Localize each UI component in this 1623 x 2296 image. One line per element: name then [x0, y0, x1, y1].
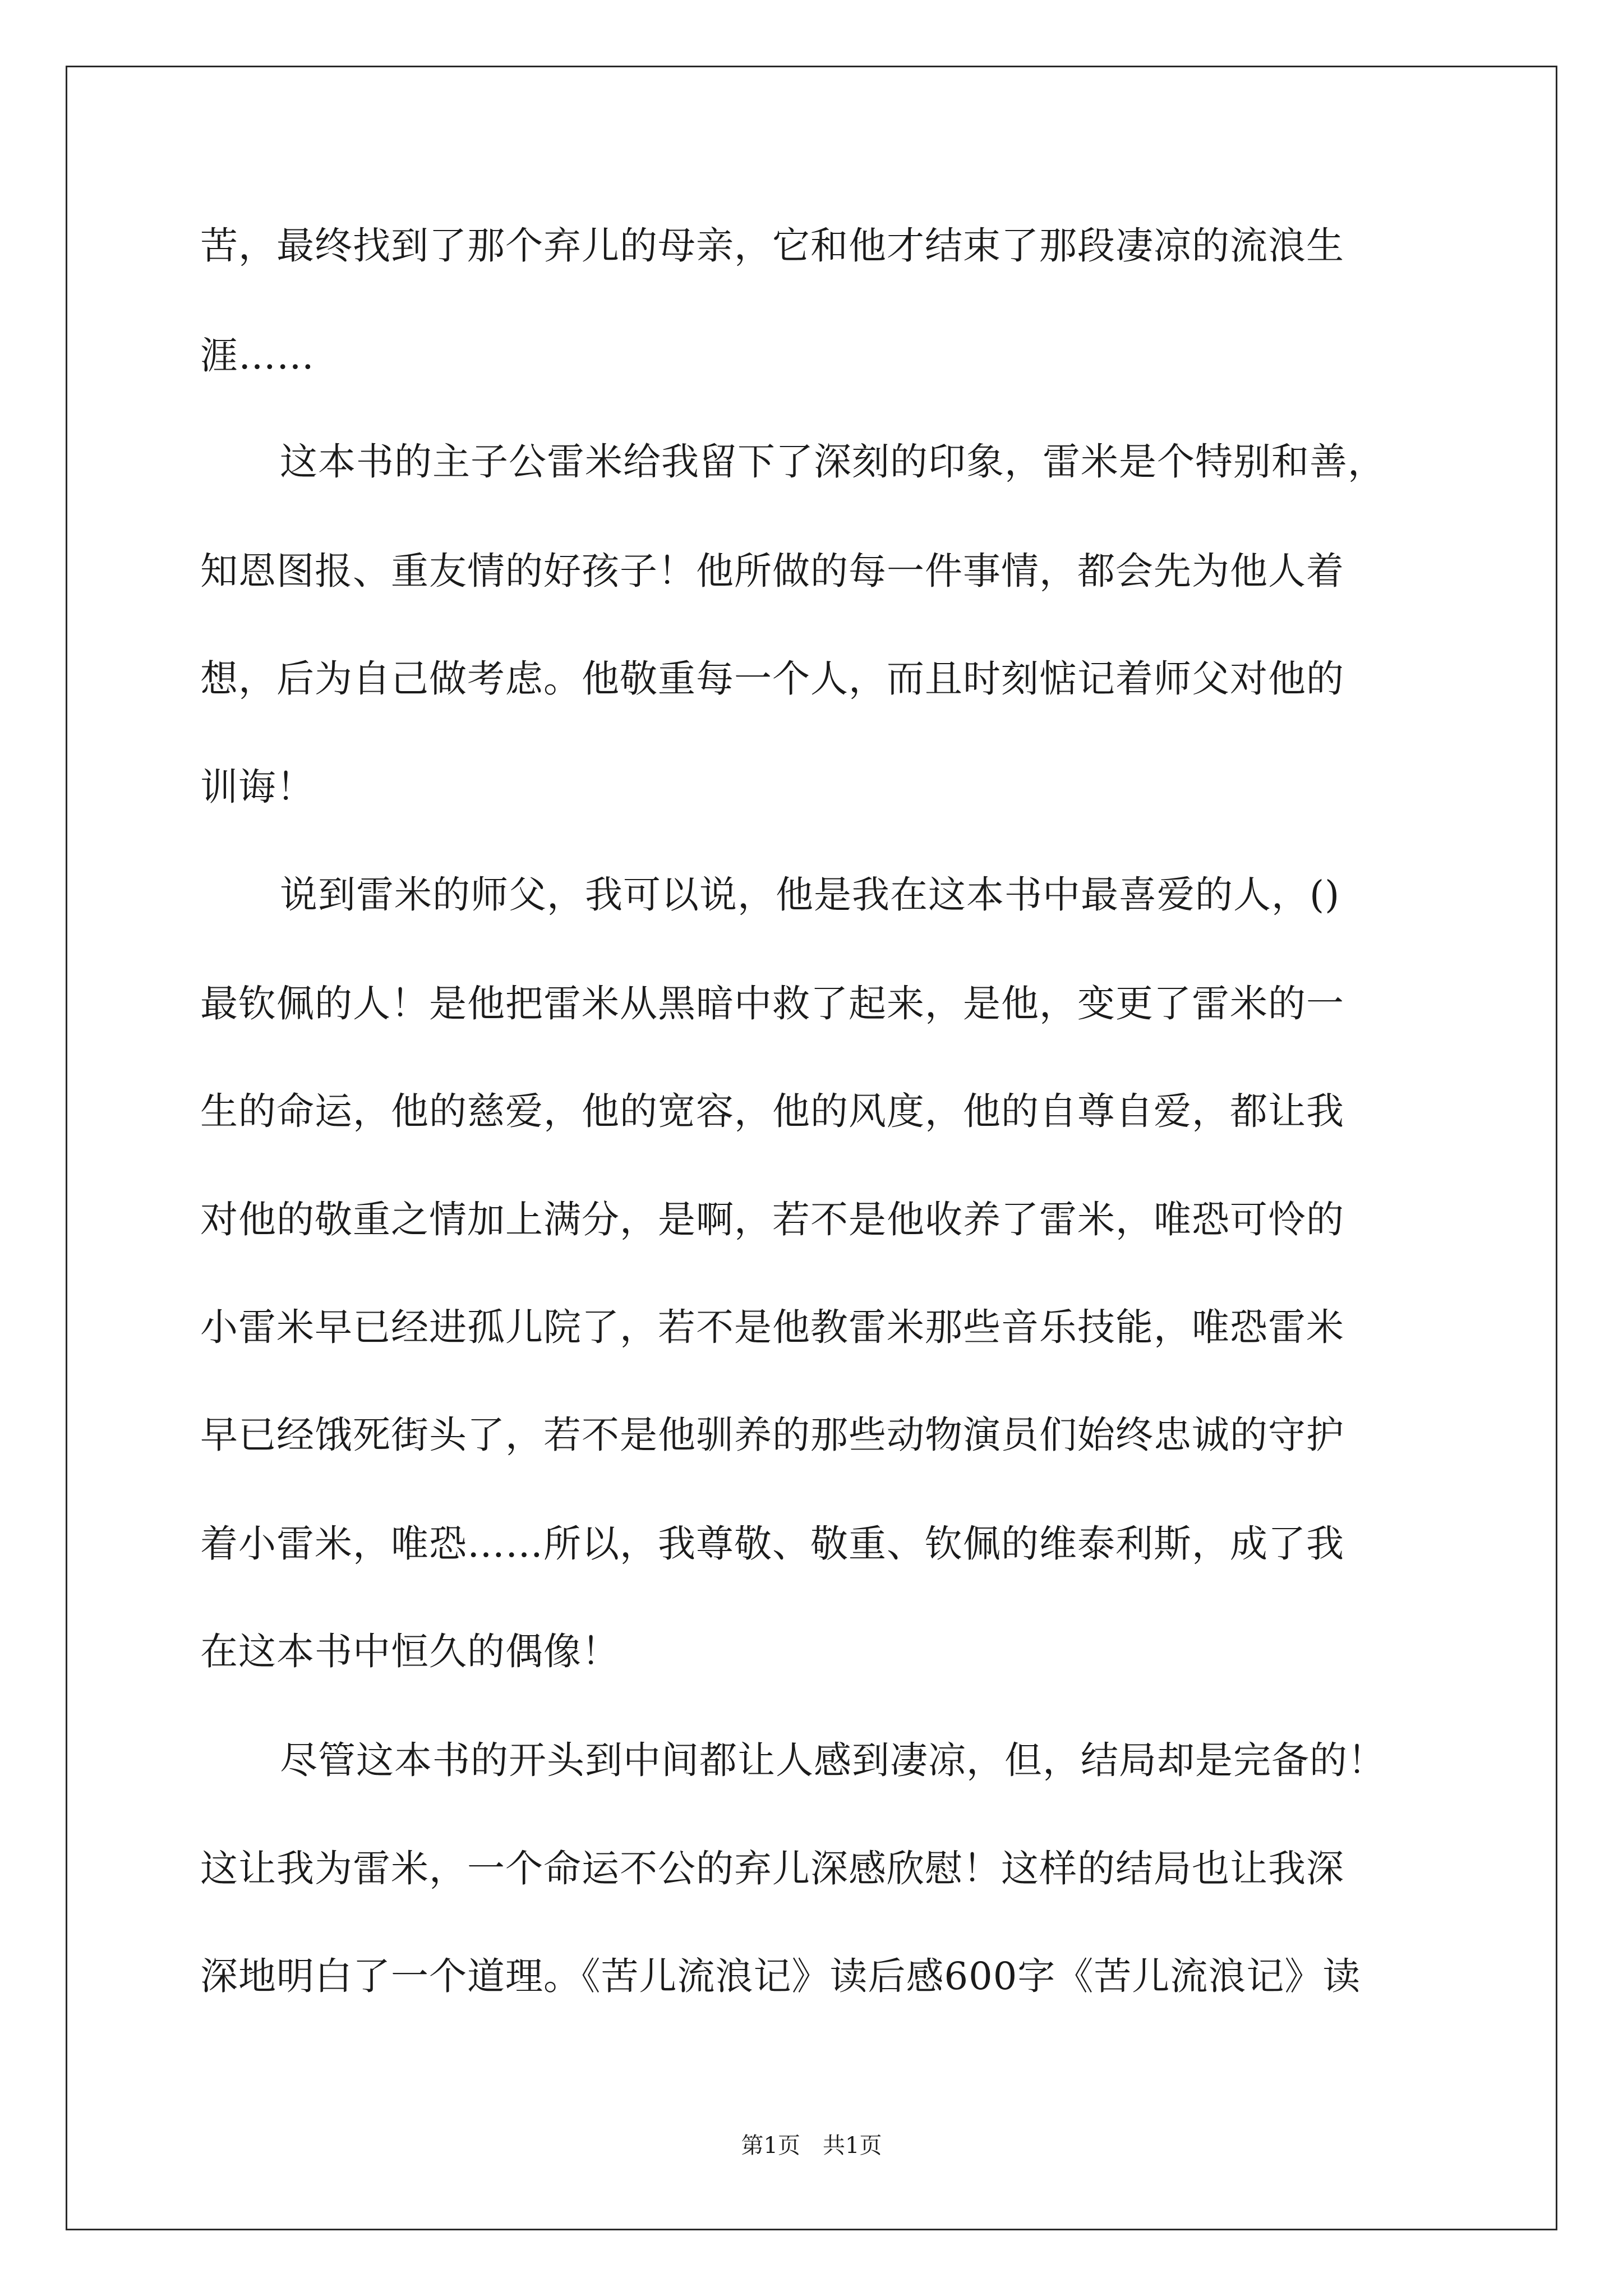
text-line: 生的命运，他的慈爱，他的宽容，他的风度，他的自尊自爱，都让我 [200, 1089, 1344, 1133]
text-line: 这让我为雷米，一个命运不公的弃儿深感欣慰！这样的结局也让我深 [200, 1847, 1344, 1890]
text-line: 训诲！ [200, 765, 315, 809]
text-line: 着小雷米，唯恐……所以，我尊敬、敬重、钦佩的维泰利斯，成了我 [200, 1522, 1344, 1566]
paragraph-first-line: 这本书的主子公雷米给我留下了深刻的印象，雷米是个特别和善， [280, 440, 1386, 484]
text-line: 知恩图报、重友情的好孩子！他所做的每一件事情，都会先为他人着 [200, 549, 1344, 593]
page-border [66, 66, 1557, 2230]
text-line: 想，后为自己做考虑。他敬重每一个人，而且时刻惦记着师父对他的 [200, 657, 1344, 701]
paragraph-first-line: 尽管这本书的开头到中间都让人感到凄凉，但，结局却是完备的！ [280, 1738, 1386, 1782]
text-line: 小雷米早已经进孤儿院了，若不是他教雷米那些音乐技能，唯恐雷米 [200, 1305, 1344, 1349]
text-line: 涯…… [200, 334, 315, 378]
paragraph-first-line: 说到雷米的师父，我可以说，他是我在这本书中最喜爱的人，() [280, 873, 1340, 917]
text-line: 苦，最终找到了那个弃儿的母亲，它和他才结束了那段凄凉的流浪生 [200, 224, 1344, 268]
text-line: 早已经饿死街头了，若不是他驯养的那些动物演员们始终忠诚的守护 [200, 1413, 1344, 1457]
text-line: 深地明白了一个道理。《苦儿流浪记》读后感600字《苦儿流浪记》读 [200, 1954, 1361, 1998]
text-line: 最钦佩的人！是他把雷米从黑暗中救了起来，是他，变更了雷米的一 [200, 982, 1344, 1025]
text-line: 对他的敬重之情加上满分，是啊，若不是他收养了雷米，唯恐可怜的 [200, 1198, 1344, 1241]
page-footer: 第1页 共1页 [741, 2133, 882, 2159]
text-line: 在这本书中恒久的偶像！ [200, 1630, 620, 1673]
